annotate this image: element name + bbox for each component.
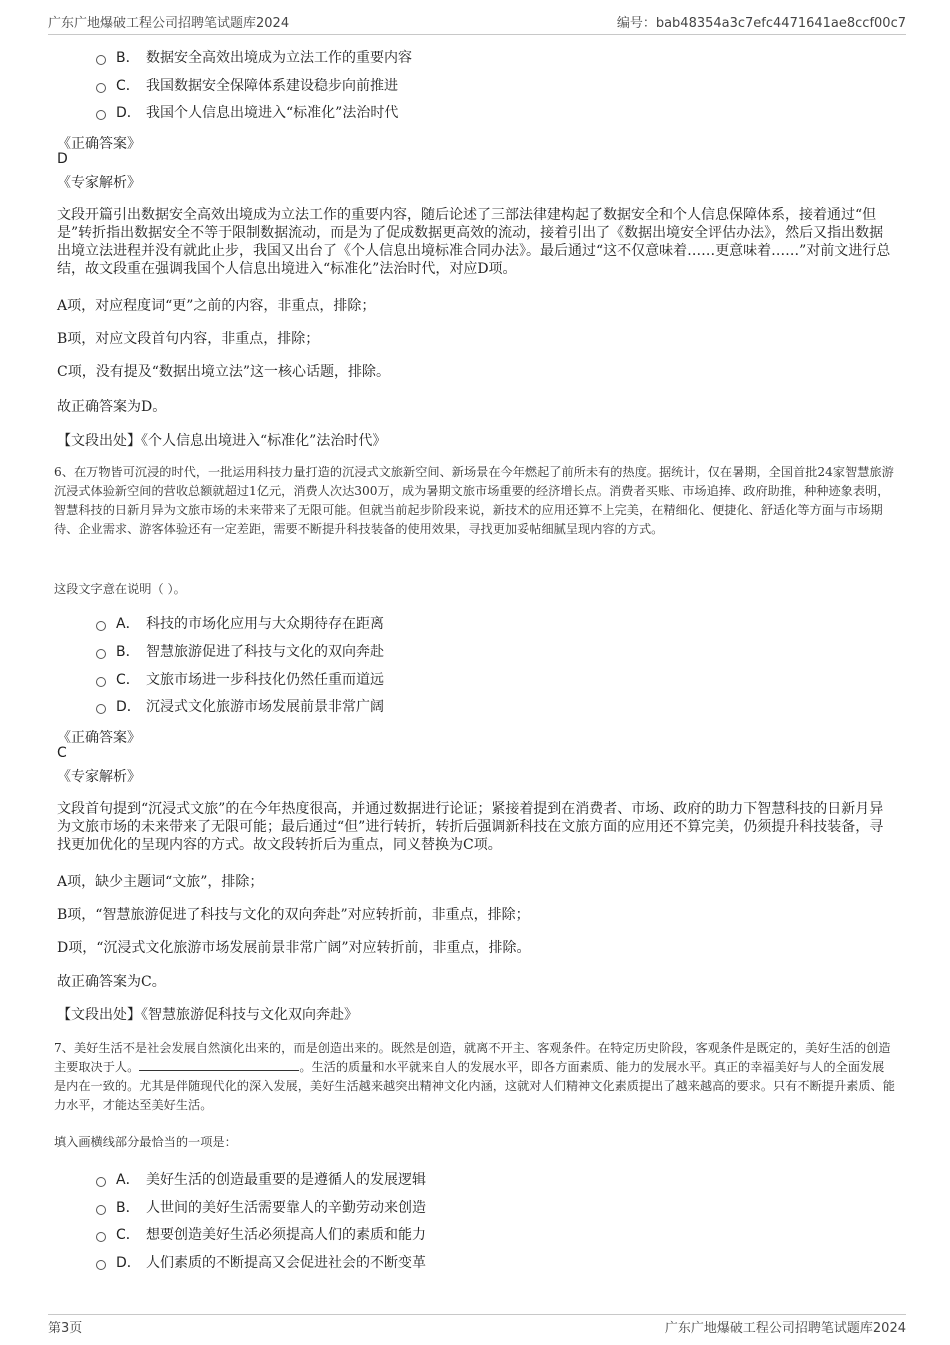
answer-value: C [57,745,67,761]
analysis-text: 文段首句提到“沉浸式文旅”的在今年热度很高，并通过数据进行论证；紧接着提到在消费者、市场、政府的助力下智慧科技的日新月异为文旅市场的未来带来了无限可能；最后通过“但”进行转折，转折后强调新科技在文旅方面的应用还不算完美，仍须提升科技装备，寻找更加优化的呈现内容的方式。故文段转折后为重点，同义替换为C项。 [57,801,884,853]
q6-option-b[interactable]: B． 智慧旅游促进了科技与文化的双向奔赴 [96,641,384,661]
analysis-point: A项，缺少主题词“文旅”，排除； [57,874,264,890]
q5-option-b[interactable]: B． 数据安全高效出境成为立法工作的重要内容 [96,47,412,67]
document-id: 编号：bab48354a3c7efc4471641ae8ccf00c7 [616,16,906,31]
radio-icon[interactable] [96,704,106,714]
page-header [48,12,906,35]
radio-icon[interactable] [96,677,106,687]
analysis-text: 文段开篇引出数据安全高效出境成为立法工作的重要内容，随后论述了三部法律建构起了数据安全和个人信息保障体系，接着通过“但是”转折指出数据安全不等于限制数据流动，而是为了促成数据更高效的流动，接着引出了《数据出境安全评估办法》，然后又指出数据出境立法进程并没有就此止步，我国又出台了《个人信息出境标准合同办法》。最后通过“这不仅意味着……更意味着……”对前文进行总结，故文段重在强调我国个人信息出境进入“标准化”法治时代，对应D项。 [57,207,891,277]
page-number: 第3页 [48,1321,83,1336]
analysis-label: 《专家解析》 [57,175,141,191]
analysis-point: B项，“智慧旅游促进了科技与文化的双向奔赴”对应转折前，非重点，排除； [57,907,530,923]
analysis-point: D项，“沉浸式文化旅游市场发展前景非常广阔”对应转折前，非重点，排除。 [57,940,531,956]
header-title: 广东广地爆破工程公司招聘笔试题库2024 [48,16,290,31]
answer-label: 《正确答案》 [57,730,141,746]
radio-icon[interactable] [96,83,106,93]
answer-conclusion: 故正确答案为C。 [57,974,166,990]
fill-in-blank [139,1058,299,1071]
passage-source: 【文段出处】《个人信息出境进入“标准化”法治时代》 [57,433,387,449]
radio-icon[interactable] [96,1177,106,1187]
q7-option-c[interactable]: C． 想要创造美好生活必须提高人们的素质和能力 [96,1224,426,1244]
radio-icon[interactable] [96,110,106,120]
q7-option-d[interactable]: D． 人们素质的不断提高又会促进社会的不断变革 [96,1252,426,1272]
analysis-label: 《专家解析》 [57,769,141,785]
answer-value: D [57,151,68,167]
radio-icon[interactable] [96,1205,106,1215]
q7-option-b[interactable]: B． 人世间的美好生活需要靠人的辛勤劳动来创造 [96,1197,426,1217]
question-text: 6、在万物皆可沉浸的时代，一批运用科技力量打造的沉浸式文旅新空间、新场景在今年燃起了前所未有的热度。据统计，仅在暑期，全国首批24家智慧旅游沉浸式体验新空间的营收总额就超过1亿元，消费人次达300万，成为暑期文旅市场重要的经济增长点。消费者买账、市场追捧、政府助推，种种迹象表明，智慧科技的日新月异为文旅市场的未来带来了无限可能。但就当前起步阶段来说，新技术的应用还算不上完美，在精细化、便捷化、舒适化等方面与市场期待、企业需求、游客体验还有一定差距，需要不断提升科技装备的使用效果，寻找更加妥帖细腻呈现内容的方式。 [54,465,894,536]
answer-label: 《正确答案》 [57,136,141,152]
radio-icon[interactable] [96,1260,106,1270]
analysis-point: A项，对应程度词“更”之前的内容，非重点，排除； [57,298,376,314]
q5-option-c[interactable]: C． 我国数据安全保障体系建设稳步向前推进 [96,75,398,95]
q6-option-d[interactable]: D． 沉浸式文化旅游市场发展前景非常广阔 [96,696,384,716]
answer-conclusion: 故正确答案为D。 [57,399,167,415]
radio-icon[interactable] [96,55,106,65]
q6-option-a[interactable]: A． 科技的市场化应用与大众期待存在距离 [96,613,384,633]
radio-icon[interactable] [96,1232,106,1242]
q5-option-d[interactable]: D． 我国个人信息出境进入“标准化”法治时代 [96,102,398,122]
question-text: 7、美好生活不是社会发展自然演化出来的，而是创造出来的。既然是创造，就离不开主、客观条件。在特定历史阶段，客观条件是既定的，美好生活的创造主要取决于人。 。生活的质量和水平就来自人的发展水平，即各方面素质、能力的发展水平。真正的幸福美好与人的全面发展是内在一致的。尤其是伴随现代化的深入发展，美好生活越来越突出精神文化内涵，这就对人们精神文化素质提出了越来越高的要求。只有不断提升素质、能力水平，才能达至美好生活。 [54,1041,895,1112]
radio-icon[interactable] [96,649,106,659]
footer-title: 广东广地爆破工程公司招聘笔试题库2024 [664,1321,906,1336]
q6-option-c[interactable]: C． 文旅市场进一步科技化仍然任重而道远 [96,669,384,689]
analysis-point: B项，对应文段首句内容，非重点，排除； [57,331,320,347]
page-footer [48,1314,906,1337]
analysis-point: C项，没有提及“数据出境立法”这一核心话题，排除。 [57,364,391,380]
q7-option-a[interactable]: A． 美好生活的创造最重要的是遵循人的发展逻辑 [96,1169,426,1189]
passage-source: 【文段出处】《智慧旅游促科技与文化双向奔赴》 [57,1007,358,1023]
radio-icon[interactable] [96,621,106,631]
question-prompt: 这段文字意在说明（ ）。 [54,582,186,596]
question-prompt: 填入画横线部分最恰当的一项是： [54,1135,237,1149]
